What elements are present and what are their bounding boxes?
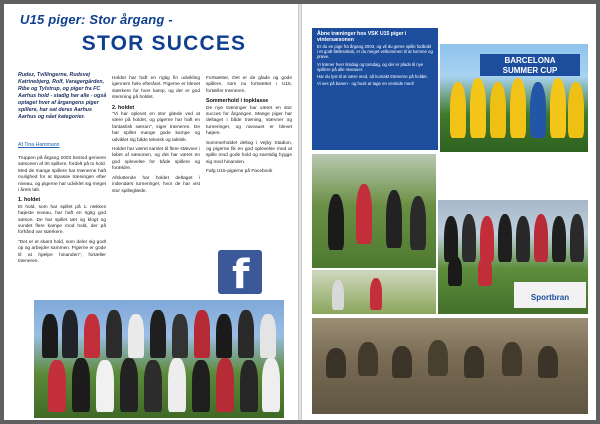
- section-heading: Sommerhold i topklasse: [206, 98, 269, 105]
- photo-player: [410, 196, 426, 250]
- article-headline: STOR SUCCES: [81, 32, 247, 55]
- photo-person: [194, 310, 210, 358]
- photo-player: [550, 78, 566, 138]
- photo-person: [62, 310, 78, 358]
- paragraph: "Det er et skønt hold, som deler sig godt op og arbejder sammen. Pigerne er gode til at hjælpe hinanden", fortæller træneren.: [18, 239, 106, 265]
- paragraph: Sommerholdet deltog i Vejby Stadion, og pigerne fik en god oplevelse med at spille mod gode hold og samtidig hygge sig med hinanden.: [206, 140, 292, 165]
- article-byline[interactable]: Af Tina Hammann: [18, 142, 60, 148]
- article-subtitle: U15 piger: Stor årgang -: [20, 12, 173, 27]
- paragraph: Truppen på årgang 2003 bestod gennem sæsonen af 30 spillere, fordelt på to hold. Med de mange spillere har trænerne haft mulighed for at tilpasse træningen efter niveau, og pigerne har udviklet sig meget i årets løb.: [18, 156, 106, 194]
- banner-line: BARCELONA: [504, 56, 556, 65]
- photo-player: [530, 82, 546, 138]
- photo-player: [498, 214, 512, 262]
- text-column-2: [112, 76, 200, 198]
- barcelona-cup-photo: [440, 44, 588, 152]
- photo-player: [534, 214, 548, 262]
- text-column-1: [18, 156, 106, 269]
- section-heading: 2. holdet: [112, 104, 135, 111]
- photo-person: [72, 358, 90, 412]
- photo-player: [568, 82, 584, 138]
- infobox-paragraph: Vi træner hver tirsdag og torsdag, og der er plads til nye spillere på alle niveauer.: [317, 61, 424, 72]
- photo-player: [538, 346, 558, 378]
- photo-person: [216, 314, 232, 358]
- photo-person: [216, 358, 234, 412]
- match-photo: [312, 154, 436, 268]
- barcelona-banner: [480, 54, 580, 76]
- section-heading: 1. holdet: [18, 197, 41, 204]
- photo-person: [42, 314, 58, 358]
- paragraph: Et hold, som har spillet på 1. rækkes højeste niveau, har haft en rigtig god sæson. De har spillet tæt og klogt og vundet flere kampe mod hold, der på forhånd var stærkere.: [18, 204, 106, 236]
- photo-person: [120, 358, 138, 412]
- paragraph: Holdet har haft en rigtig fin udvikling igennem hele efteråret. Pigerne er blevet stærkere for hver kamp, og der er god stemning på holdet.: [112, 76, 200, 101]
- photo-player: [510, 78, 526, 138]
- photo-player: [570, 214, 584, 262]
- photo-player: [478, 256, 492, 286]
- tournament-photo: [438, 200, 588, 314]
- training-infobox: [312, 28, 438, 150]
- photo-person: [172, 314, 188, 358]
- photo-player: [326, 348, 346, 378]
- photo-person: [150, 310, 166, 358]
- photo-player: [462, 214, 476, 262]
- text-column-3: [206, 76, 292, 179]
- photo-player: [490, 82, 506, 138]
- article-intro: Rudez, Tvillingerne, Rudsvej Katrinebjerg, Rolf, Varagergården, Ribe og Tylstrup, og piger fra FC Aarhus hold - stadig har alle - også optaget hver af årgangens piger spillere, har sat deres Aarhus Aarhus og nået kategorier.: [18, 72, 107, 120]
- photo-player: [386, 190, 402, 248]
- photo-player: [448, 256, 462, 286]
- photo-player: [356, 184, 372, 244]
- photo-player: [392, 346, 412, 378]
- photo-player: [332, 280, 344, 310]
- infobox-title: Åbne træninger hos VSK U15 piger i vintersæsonen: [317, 31, 407, 43]
- left-page: [4, 4, 298, 420]
- photo-person: [128, 314, 144, 358]
- paragraph: Fortsætter, Det er de glade og gode spillere, som nu fortsætter i U16, fortæller træneren.: [206, 76, 292, 94]
- sportbran-banner: [514, 282, 586, 308]
- photo-person: [262, 358, 280, 412]
- mud-photo: [312, 318, 588, 414]
- paragraph: "Vi har oplevet en stor glæde ved at være på holdet, og pigerne har haft en fantastisk sæson", siger træneren. De har spillet mange gode kampe og udviklet sig både teknisk og taktisk.: [112, 112, 200, 143]
- infobox-paragraph: Har du lyst til at være med, så kontakt trænerne på holdet.: [317, 74, 428, 80]
- photo-player: [358, 342, 378, 376]
- photo-person: [48, 360, 66, 412]
- photo-player: [502, 342, 522, 376]
- infobox-paragraph: Vi ses på banen - og husk at tage en veninde med!: [317, 81, 414, 87]
- banner-line: SUMMER CUP: [502, 66, 558, 75]
- photo-player: [464, 346, 484, 378]
- photo-person: [96, 360, 114, 412]
- photo-person: [238, 310, 254, 358]
- photo-person: [144, 360, 162, 412]
- photo-person: [106, 310, 122, 358]
- facebook-callout: Følg U15-pigerne på Facebook: [206, 169, 273, 175]
- paragraph: Afsluttende har holdet deltaget i indendørs turneringer, hvor de har vist stor spilleglæde.: [112, 175, 200, 194]
- photo-player: [450, 82, 466, 138]
- photo-player: [370, 278, 382, 310]
- right-page: [302, 4, 596, 420]
- photo-person: [84, 314, 100, 358]
- team-photo: [34, 300, 284, 418]
- photo-player: [552, 216, 566, 262]
- small-field-photo: [312, 270, 436, 314]
- facebook-icon[interactable]: [218, 250, 262, 298]
- infobox-paragraph: Er du en pige fra årgang 2003, og vil du gerne spille fodbold i et godt fællesskab, er du meget velkommen til at komme og prøve.: [317, 44, 433, 60]
- photo-player: [516, 216, 530, 262]
- photo-person: [240, 360, 258, 412]
- photo-person: [192, 360, 210, 412]
- photo-person: [260, 314, 276, 358]
- photo-player: [428, 340, 448, 376]
- photo-player: [480, 216, 494, 262]
- paragraph: De nye træninger har været en stor succes for årgangen. Mange piger har deltaget i både træning, stævner og turneringer, og niveauet er blevet højere.: [206, 105, 292, 137]
- paragraph: Holdet har været samlet til flere stævner i løbet af sæsonen, og det har været en god oplevelse for både spillere og forældre.: [112, 147, 200, 172]
- photo-player: [470, 78, 486, 138]
- photo-player: [328, 194, 344, 250]
- banner-name: Sportbran: [530, 293, 570, 302]
- photo-person: [168, 358, 186, 412]
- facebook-glyph: f: [232, 252, 250, 298]
